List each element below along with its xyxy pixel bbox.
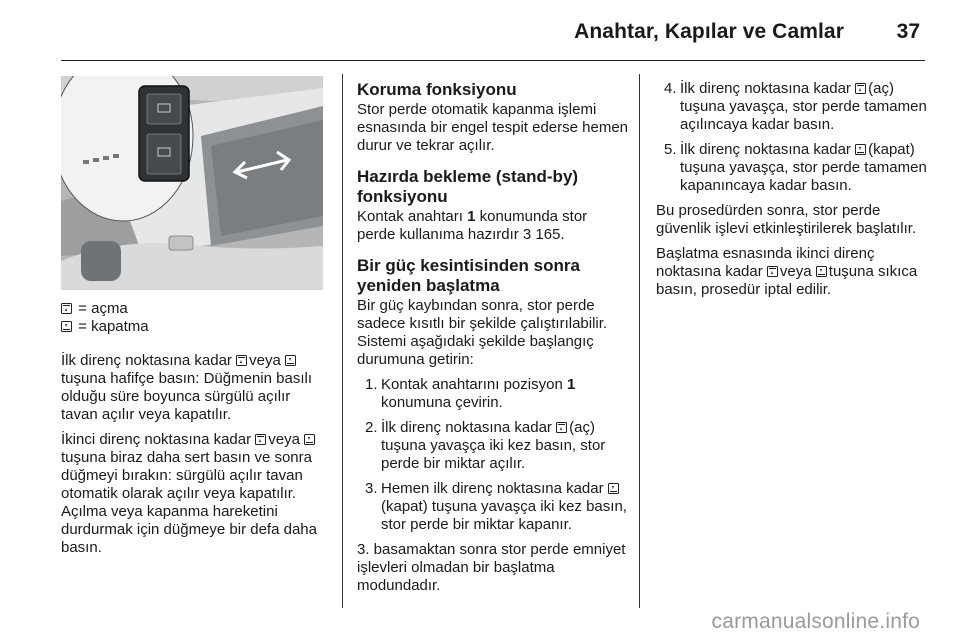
sunblind-open-icon — [556, 422, 567, 433]
sunblind-open-icon — [767, 266, 778, 277]
legend — [61, 300, 331, 336]
column-divider-2 — [639, 74, 640, 608]
page-header — [0, 14, 960, 54]
column-1 — [61, 300, 331, 564]
heading-restart: Bir güç kesintisinden sonra yeniden başlatma — [357, 256, 580, 295]
paragraph-protection: Stor perde otomatik kapanma işlemi esnasında bir engel tespit ederse hemen durur ve tekrar açılır. — [357, 101, 629, 154]
sunblind-open-icon — [61, 303, 72, 314]
sunblind-open-icon — [855, 83, 866, 94]
legend-close-text: = kapatma — [78, 318, 149, 335]
paragraph-restart: Bir güç kaybından sonra, stor perde sadece kısıtlı bir şekilde çalıştırılabilir. Sistemi aşağıdaki şekilde başlangıç durumuna getirin: — [357, 297, 608, 368]
legend-close — [61, 318, 331, 336]
paragraph-first-detent: İlk direnç noktasına kadar veya tuşuna hafifçe basın: Düğmenin basılı olduğu süre boyunca sürgülü açılır tavan açılır veya kapatılır. — [61, 352, 312, 423]
legend-open-text: = açma — [78, 300, 128, 317]
paragraph-standby: Kontak anahtarı 1 konumunda stor perde kullanıma hazırdır 3 165. — [357, 208, 588, 243]
sunblind-close-icon — [816, 266, 827, 277]
column-2 — [357, 80, 629, 602]
paragraph-cancel: Başlatma esnasında ikinci direnç noktasına kadar veya tuşuna sıkıca basın, prosedür iptal edilir. — [656, 245, 918, 298]
list-item: 4. İlk direnç noktasına kadar (aç) tuşuna yavaşça, stor perde tamamen açılıncaya kadar basın. — [664, 80, 927, 133]
column-divider-1 — [342, 74, 343, 608]
watermark: carmanualsonline.info — [711, 610, 920, 633]
page-title: Anahtar, Kapılar ve Camlar — [574, 20, 844, 43]
sunroof-switch-illustration — [61, 76, 323, 290]
column-3 — [656, 80, 928, 306]
legend-open — [61, 300, 331, 318]
heading-protection: Koruma fonksiyonu — [357, 80, 517, 99]
list-item: 1. Kontak anahtarını pozisyon 1 konumuna çevirin. — [365, 376, 576, 411]
page-reference-link[interactable]: 3 165. — [522, 226, 565, 243]
sunblind-close-icon — [608, 483, 619, 494]
paragraph-after-procedure: Bu prosedürden sonra, stor perde güvenlik işlevi etkinleştirilerek başlatılır. — [656, 202, 917, 237]
sunblind-open-icon — [255, 434, 266, 445]
paragraph-second-detent: İkinci direnç noktasına kadar veya tuşuna biraz daha sert basın ve sonra düğmeyi bırakın: sürgülü açılır tavan otomatik olarak açılır veya kapatılır. Açılma veya kapanma hareketini durdurmak için düğmeye bir defa daha basın. — [61, 431, 317, 556]
sunblind-close-icon — [304, 434, 315, 445]
list-item: 3. Hemen ilk direnç noktasına kadar (kapat) tuşuna yavaşça iki kez basın, stor perde bir miktar kapanır. — [365, 480, 627, 533]
list-item: 5. İlk direnç noktasına kadar (kapat) tuşuna yavaşça, stor perde tamamen kapanıncaya kadar basın. — [664, 141, 927, 194]
sunblind-close-icon — [61, 321, 72, 332]
header-divider — [61, 60, 925, 61]
sunblind-open-icon — [236, 355, 247, 366]
page-number: 37 — [896, 20, 920, 43]
heading-standby: Hazırda bekleme (stand-by) fonksiyonu — [357, 167, 579, 206]
restart-steps — [357, 376, 629, 534]
step3-note: 3. basamaktan sonra stor perde emniyet işlevleri olmadan bir başlatma modundadır. — [357, 541, 626, 594]
restart-steps-continued — [656, 80, 928, 195]
sunblind-close-icon — [855, 144, 866, 155]
list-item: 2. İlk direnç noktasına kadar (aç) tuşuna yavaşça iki kez basın, stor perde bir miktar açılır. — [365, 419, 606, 472]
sunroof-illustration-svg — [61, 76, 323, 290]
sunblind-close-icon — [285, 355, 296, 366]
